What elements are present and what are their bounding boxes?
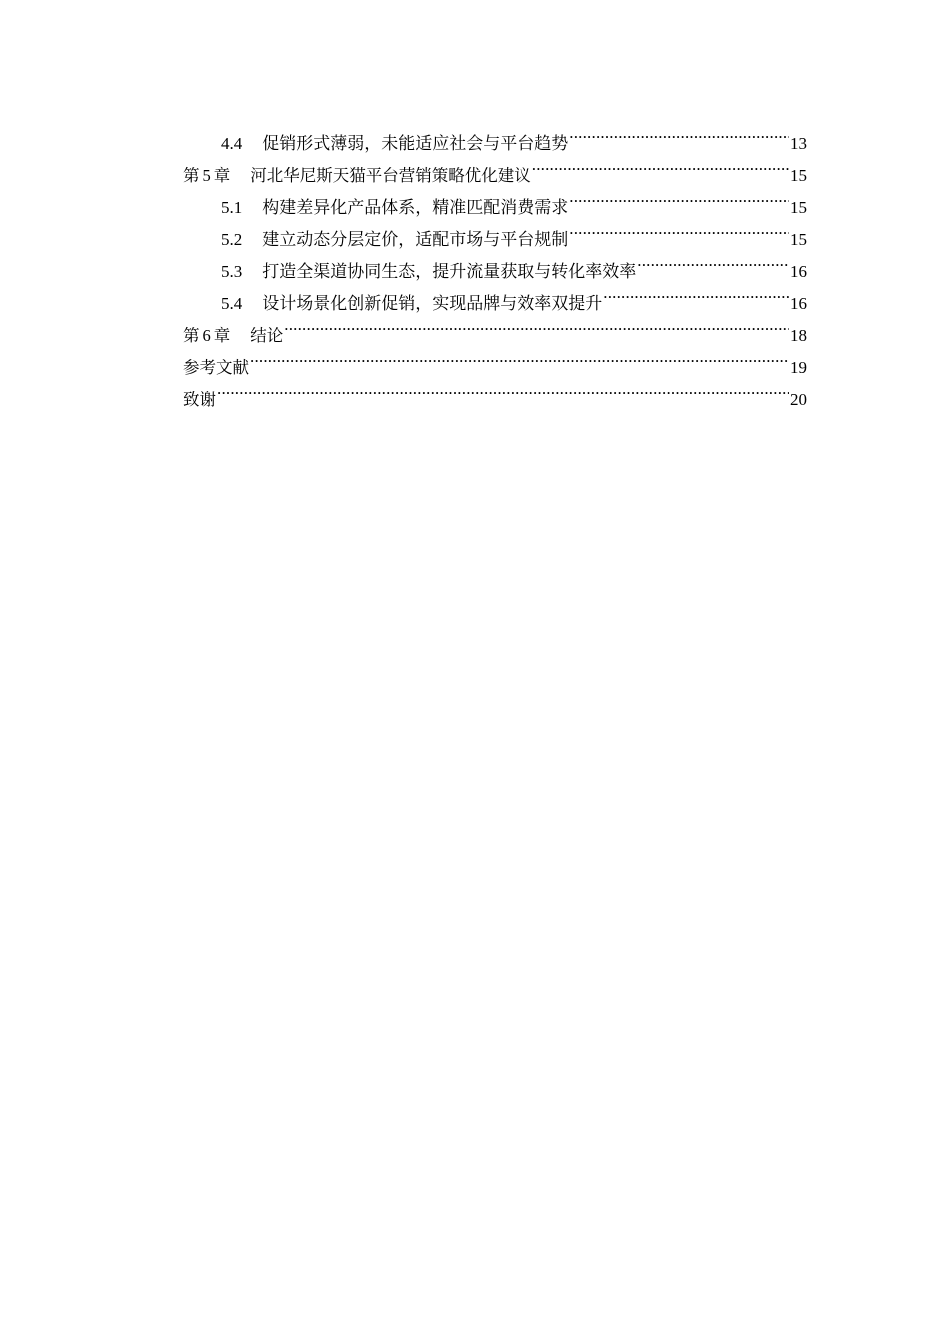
toc-chapter-title: 河北华尼斯天猫平台营销策略优化建议 [250, 166, 531, 185]
toc-section-number: 5.2 [221, 230, 243, 249]
toc-chapter-number: 6 [202, 326, 211, 345]
toc-page-number: 20 [790, 390, 807, 409]
table-of-contents [183, 117, 807, 409]
toc-dot-leader [284, 309, 789, 341]
toc-page-number: 19 [790, 358, 807, 377]
toc-section-title: 促销形式薄弱，未能适应社会与平台趋势 [262, 134, 569, 153]
toc-chapter-title: 结论 [250, 326, 284, 345]
toc-dot-leader [569, 181, 789, 213]
toc-page-number: 16 [790, 294, 807, 313]
toc-entry-references[interactable] [183, 341, 807, 377]
toc-chapter-prefix: 第 [183, 326, 200, 345]
toc-chapter-suffix: 章 [213, 326, 231, 345]
toc-page-number: 16 [790, 262, 807, 281]
toc-page-number: 15 [790, 166, 807, 185]
toc-dot-leader [637, 245, 789, 277]
toc-chapter-title: 参考文献 [183, 358, 249, 377]
toc-dot-leader [250, 341, 789, 373]
toc-dot-leader [532, 149, 789, 181]
toc-section-number: 4.4 [221, 134, 243, 153]
toc-page-number: 13 [790, 134, 807, 153]
toc-page-number: 18 [790, 326, 807, 345]
toc-section-title: 建立动态分层定价，适配市场与平台规制 [262, 230, 569, 249]
toc-chapter-title: 致谢 [183, 390, 216, 409]
toc-section-title: 构建差异化产品体系，精准匹配消费需求 [262, 198, 569, 217]
toc-dot-leader [603, 277, 789, 309]
toc-entry-4-4[interactable] [183, 117, 807, 153]
toc-entry-acknowledgements[interactable] [183, 373, 807, 409]
toc-chapter-number: 5 [202, 166, 211, 185]
toc-page-number: 15 [790, 230, 807, 249]
toc-section-number: 5.3 [221, 262, 243, 281]
toc-dot-leader [569, 117, 789, 149]
toc-dot-leader [217, 373, 789, 405]
toc-chapter-prefix: 第 [183, 166, 200, 185]
toc-section-number: 5.4 [221, 294, 243, 313]
toc-chapter-suffix: 章 [213, 166, 231, 185]
toc-section-title: 打造全渠道协同生态，提升流量获取与转化率效率 [262, 262, 637, 281]
toc-section-title: 设计场景化创新促销，实现品牌与效率双提升 [262, 294, 603, 313]
toc-page-number: 15 [790, 198, 807, 217]
toc-section-number: 5.1 [221, 198, 243, 217]
toc-dot-leader [569, 213, 789, 245]
